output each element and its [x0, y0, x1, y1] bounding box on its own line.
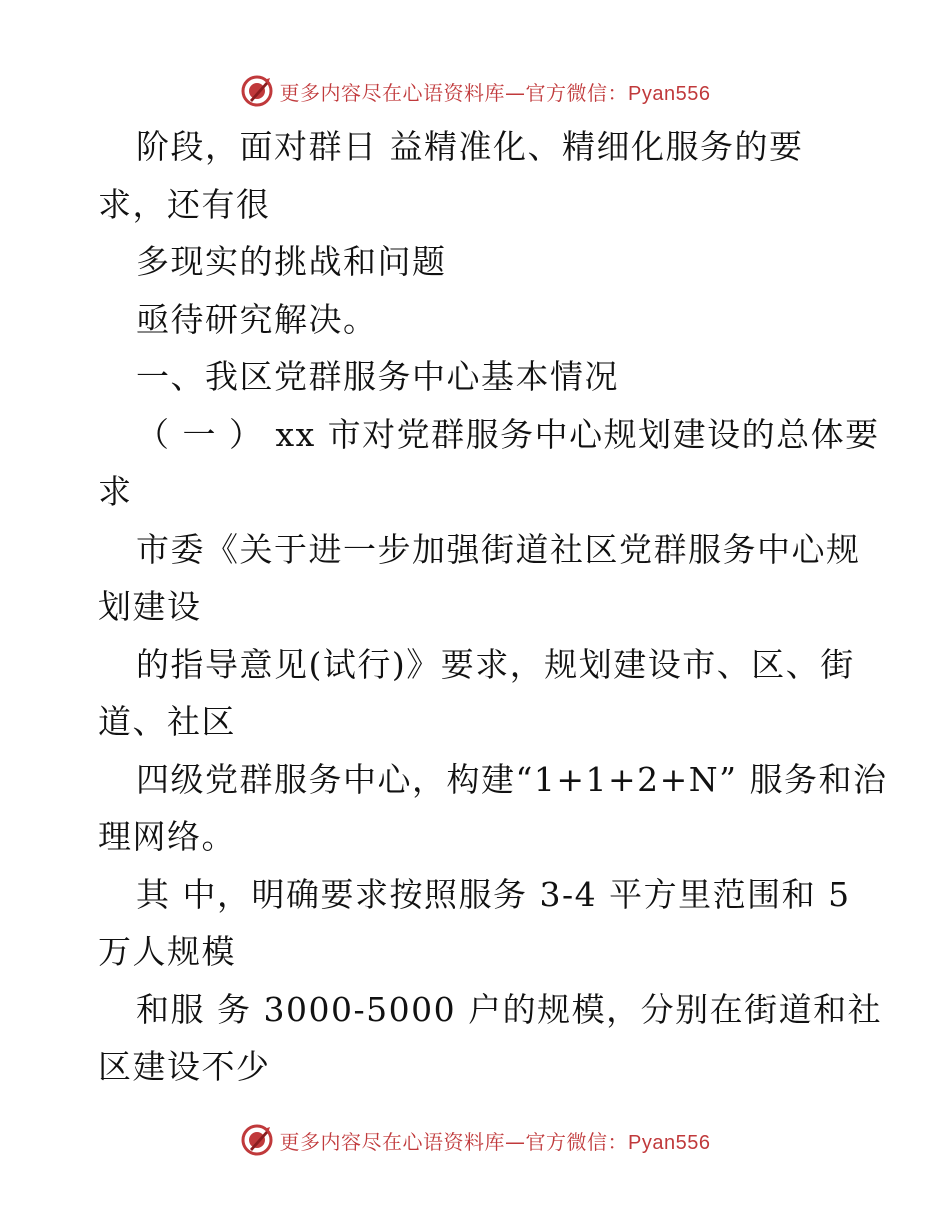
text-line: 求	[98, 472, 133, 511]
watermark-wechat-label: 官方微信：	[525, 80, 629, 105]
subsection-heading: （ 一 ） xx 市对党群服务中心规划建设的总体要	[136, 414, 880, 454]
watermark-wechat-handle: Pyan556	[628, 1131, 711, 1154]
text-line: 划建设	[98, 587, 202, 626]
text-line: 求，还有很	[98, 184, 271, 224]
watermark-text	[280, 1126, 711, 1155]
watermark-dash: —	[505, 1129, 526, 1154]
text-line: 市委《关于进一步加强街道社区党群服务中心规	[136, 529, 861, 569]
text-line: 多现实的挑战和问题	[136, 242, 447, 281]
section-heading: 一、我区党群服务中心基本情况	[136, 357, 619, 396]
text-line: 亟待研究解决。	[136, 299, 378, 339]
text-line: 四级党群服务中心，构建“1+1+2+N” 服务和治	[136, 759, 888, 799]
pen-logo-icon	[240, 1123, 274, 1157]
text-line: 的指导意见(试行)》要求，规划建设市、区、街	[136, 644, 855, 684]
watermark-wechat-handle: Pyan556	[628, 82, 711, 105]
watermark-wechat-label: 官方微信：	[525, 1129, 629, 1154]
footer-watermark-banner	[0, 1120, 950, 1160]
text-line: 理网络。	[98, 817, 236, 856]
watermark-group	[240, 74, 711, 108]
watermark-dash: —	[505, 80, 526, 105]
text-line: 和服 务 3000-5000 户的规模，分别在街道和社	[136, 989, 883, 1029]
watermark-site-name: 更多内容尽在心语资料库	[279, 1129, 506, 1154]
document-body	[98, 118, 888, 1096]
watermark-text	[280, 77, 711, 106]
text-line: 阶段，面对群日 益精准化、精细化服务的要	[136, 127, 804, 166]
text-line: 其 中，明确要求按照服务 3-4 平方里范围和 5	[136, 874, 851, 914]
pen-logo-icon	[240, 74, 274, 108]
text-line: 道、社区	[98, 702, 236, 741]
header-watermark-banner	[0, 71, 950, 111]
watermark-group	[240, 1123, 711, 1157]
text-line: 区建设不少	[98, 1047, 271, 1086]
watermark-site-name: 更多内容尽在心语资料库	[279, 80, 506, 105]
text-line: 万人规模	[98, 932, 236, 971]
